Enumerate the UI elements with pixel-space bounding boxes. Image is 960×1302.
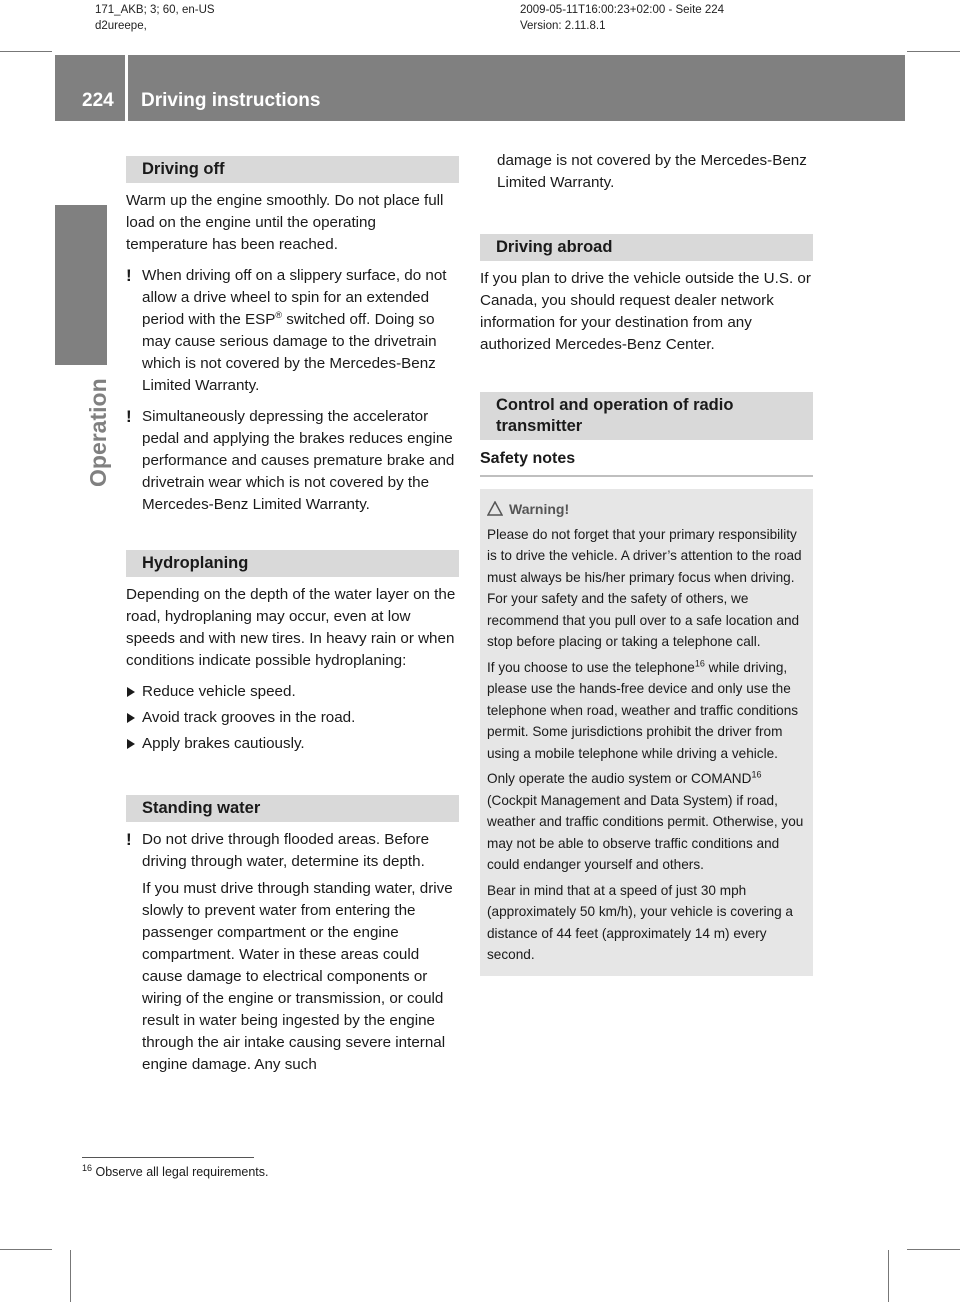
subheading-safety-notes: Safety notes	[480, 448, 813, 477]
driving-abroad-text: If you plan to drive the vehicle outside the U.S. or Canada, you should request dealer network information for your destination from any authorized Mercedes-Benz Center.	[480, 270, 811, 353]
warning-paragraph: Bear in mind that at a speed of just 30 mph (approximately 50 km/h), your vehicle is covering a distance of 44 feet (approximately 14 m) every second.	[487, 882, 793, 962]
section-heading-standing-water: Standing water	[126, 795, 459, 822]
crop-mark	[70, 1250, 71, 1302]
page-number: 224	[82, 90, 114, 111]
crop-mark	[0, 51, 52, 52]
warning-paragraph: If you choose to use the telephone$^{16}$ while driving, please use the hands-free device and only use the telephone when road, weather and traffic conditions permit. Some jurisdictions prohibit the driver from using a mobile telephone while driving a vehicle.	[487, 657, 799, 761]
section-heading-hydroplaning: Hydroplaning	[126, 550, 459, 577]
list-item: Apply brakes cautiously.	[126, 733, 459, 755]
print-meta-top-right: 2009-05-11T16:00:23+02:00 - Seite 224 Version: 2.11.8.1	[520, 4, 725, 32]
note-pedal-brakes: ! Simultaneously depressing the accelerator pedal and applying the brakes reduces engine performance and causes premature brake and drivetrain wear which is not covered by the Mercedes-Benz Limited Warranty.	[126, 407, 455, 513]
note-slippery-surface: ! When driving off on a slippery surface, do not allow a drive wheel to spin for an extended period with the ESP® switched off. Doing so may cause serious damage to the drivetrain which is not covered by the Mercedes-Benz Limited Warranty.	[126, 266, 447, 394]
chapter-title: Driving instructions	[141, 90, 321, 111]
header-separator	[125, 55, 128, 121]
print-meta-top-left: 171_AKB; 3; 60, en-US d2ureepe,	[95, 4, 215, 32]
section-heading-driving-off: Driving off	[126, 156, 459, 183]
arrow-right-icon	[127, 687, 135, 697]
arrow-right-icon	[127, 739, 135, 749]
driving-off-intro: Warm up the engine smoothly. Do not place full load on the engine until the operating temperature has been reached.	[126, 192, 444, 253]
crop-mark	[888, 1250, 889, 1302]
list-item: Reduce vehicle speed.	[126, 681, 459, 703]
section-heading-driving-abroad: Driving abroad	[480, 234, 813, 261]
note-standing-water: ! Do not drive through flooded areas. Before driving through water, determine its depth. If you must drive through standing water, drive slowly to prevent water from entering the passenger compartment or the engine compartment. Water in these areas could cause damage to electrical components or wiring of the engine or transmission, or could result in water being ingested by the engine through the air intake causing severe internal engine damage. Any such	[126, 830, 453, 1073]
continuation-text: damage is not covered by the Mercedes-Benz Limited Warranty.	[497, 152, 807, 191]
hydroplaning-intro: Depending on the depth of the water layer on the road, hydroplaning may occur, even at low speeds and with new tires. In heavy rain or when conditions indicate possible hydroplaning:	[126, 586, 456, 669]
warning-box	[480, 489, 813, 976]
arrow-right-icon	[127, 713, 135, 723]
footnote: $^{16}$ Observe all legal requirements.	[82, 1162, 269, 1179]
crop-mark	[907, 1249, 960, 1250]
warning-title: Warning!	[487, 499, 805, 521]
right-column	[480, 150, 813, 976]
left-column	[126, 150, 459, 1085]
side-tab-block	[55, 205, 107, 365]
caution-icon: !	[126, 407, 132, 426]
footnote-rule	[82, 1157, 254, 1158]
warning-paragraph: Please do not forget that your primary responsibility is to drive the vehicle. A driver’s attention to the road must always be his/her primary focus when driving. For your safety and the safety of others, we recommend that you pull over to a safe location and stop before placing or taking a telephone call.	[487, 526, 802, 649]
side-tab-label: Operation	[85, 378, 111, 487]
caution-icon: !	[126, 830, 132, 849]
section-heading-radio-transmitter: Control and operation of radio transmitter	[480, 392, 813, 440]
caution-icon: !	[126, 266, 132, 285]
warning-triangle-icon	[487, 501, 503, 516]
list-item: Avoid track grooves in the road.	[126, 707, 459, 729]
warning-paragraph: Only operate the audio system or COMAND$^{16}$ (Cockpit Management and Data System) if road, weather and traffic conditions permit. Otherwise, you may not be able to observe traffic conditions and could endanger yourself and others.	[487, 769, 804, 872]
crop-mark	[0, 1249, 52, 1250]
crop-mark	[907, 51, 960, 52]
